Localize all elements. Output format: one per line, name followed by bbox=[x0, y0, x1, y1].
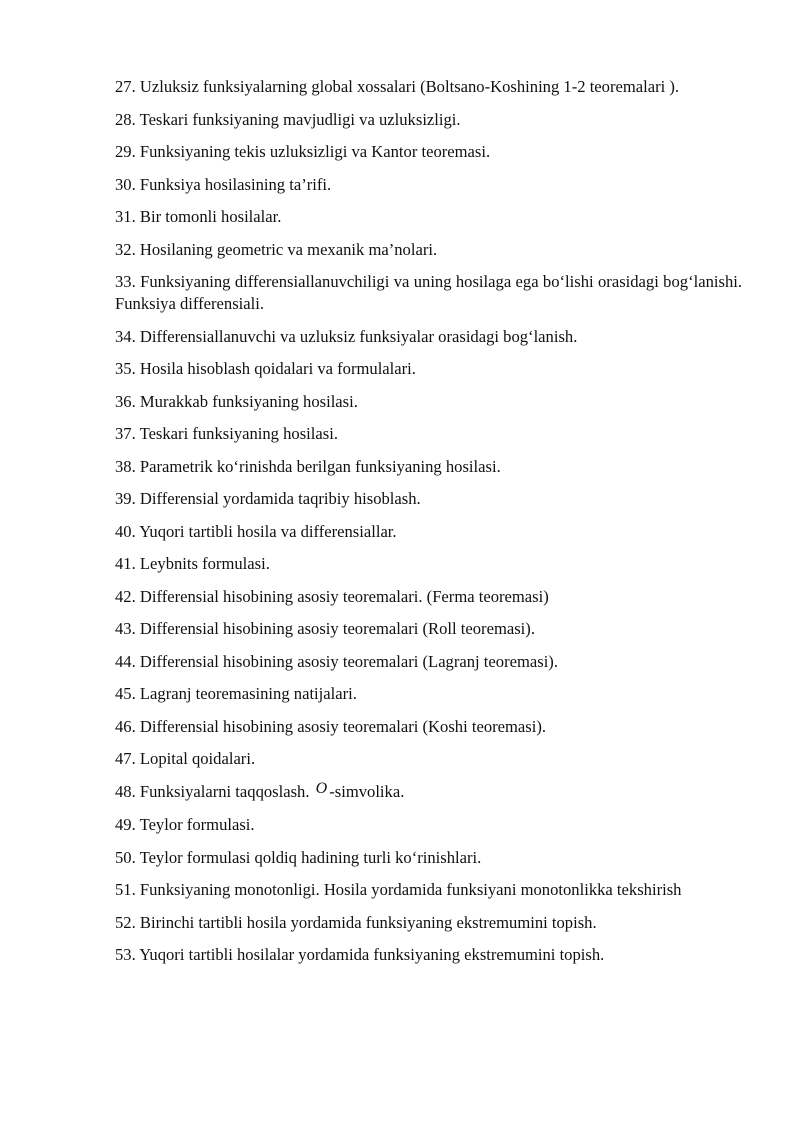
list-item-46: 46. Differensial hisobining asosiy teoremalari (Koshi teoremasi). bbox=[115, 716, 547, 736]
list-item-47: 47. Lopital qoidalari. bbox=[115, 749, 256, 768]
list-item-39: 39. Differensial yordamida taqribiy hisoblash. bbox=[115, 489, 421, 508]
list-item-49: 49. Teylor formulasi. bbox=[115, 815, 255, 834]
list-item-33: 33. Funksiyaning differensiallanuvchiligi va uning hosilaga ega bo‘lishi orasidagi bog‘lanishi. Funksiya differensiali. bbox=[115, 272, 742, 313]
list-item-31: 31. Bir tomonli hosilalar. bbox=[115, 207, 282, 226]
list-item-52: 52. Birinchi tartibli hosila yordamida funksiyaning ekstremumini topish. bbox=[115, 912, 597, 932]
list-item-37: 37. Teskari funksiyaning hosilasi. bbox=[115, 424, 338, 443]
list-item-48 bbox=[115, 781, 742, 804]
list-item-27: 27. Uzluksiz funksiyalarning global xossalari (Boltsano-Koshining 1-2 teoremalari ). bbox=[115, 77, 680, 96]
list-item-44: 44. Differensial hisobining asosiy teoremalari (Lagranj teoremasi). bbox=[115, 651, 558, 671]
list-item-34: 34. Differensiallanuvchi va uzluksiz funksiyalar orasidagi bog‘lanish. bbox=[115, 326, 578, 346]
list-item-45: 45. Lagranj teoremasining natijalari. bbox=[115, 684, 357, 703]
list-item-32: 32. Hosilaning geometric va mexanik ma’nolari. bbox=[115, 239, 438, 259]
list-item-41: 41. Leybnits formulasi. bbox=[115, 554, 270, 573]
list-item-28: 28. Teskari funksiyaning mavjudligi va uzluksizligi. bbox=[115, 109, 461, 129]
list-item-29: 29. Funksiyaning tekis uzluksizligi va Kantor teoremasi. bbox=[115, 142, 491, 161]
list-item-30: 30. Funksiya hosilasining ta’rifi. bbox=[115, 174, 332, 194]
o-symbol: O bbox=[315, 779, 328, 797]
list-item-50: 50. Teylor formulasi qoldiq hadining turli ko‘rinishlari. bbox=[115, 847, 482, 867]
list-item-48-text: 48. Funksiyalarni taqqoslash. bbox=[115, 781, 314, 801]
list-item-53: 53. Yuqori tartibli hosilalar yordamida funksiyaning ekstremumini topish. bbox=[115, 945, 605, 964]
document-page bbox=[115, 76, 742, 977]
list-item-48-suffix: -simvolika. bbox=[329, 781, 405, 801]
list-item-36: 36. Murakkab funksiyaning hosilasi. bbox=[115, 391, 358, 411]
list-item-38: 38. Parametrik ko‘rinishda berilgan funksiyaning hosilasi. bbox=[115, 456, 501, 476]
list-item-35: 35. Hosila hisoblash qoidalari va formulalari. bbox=[115, 359, 416, 378]
list-item-43: 43. Differensial hisobining asosiy teoremalari (Roll teoremasi). bbox=[115, 619, 535, 638]
list-item-42: 42. Differensial hisobining asosiy teoremalari. (Ferma teoremasi) bbox=[115, 586, 549, 606]
list-item-51: 51. Funksiyaning monotonligi. Hosila yordamida funksiyani monotonlikka tekshirish bbox=[115, 880, 682, 899]
list-item-40: 40. Yuqori tartibli hosila va differensiallar. bbox=[115, 521, 397, 541]
